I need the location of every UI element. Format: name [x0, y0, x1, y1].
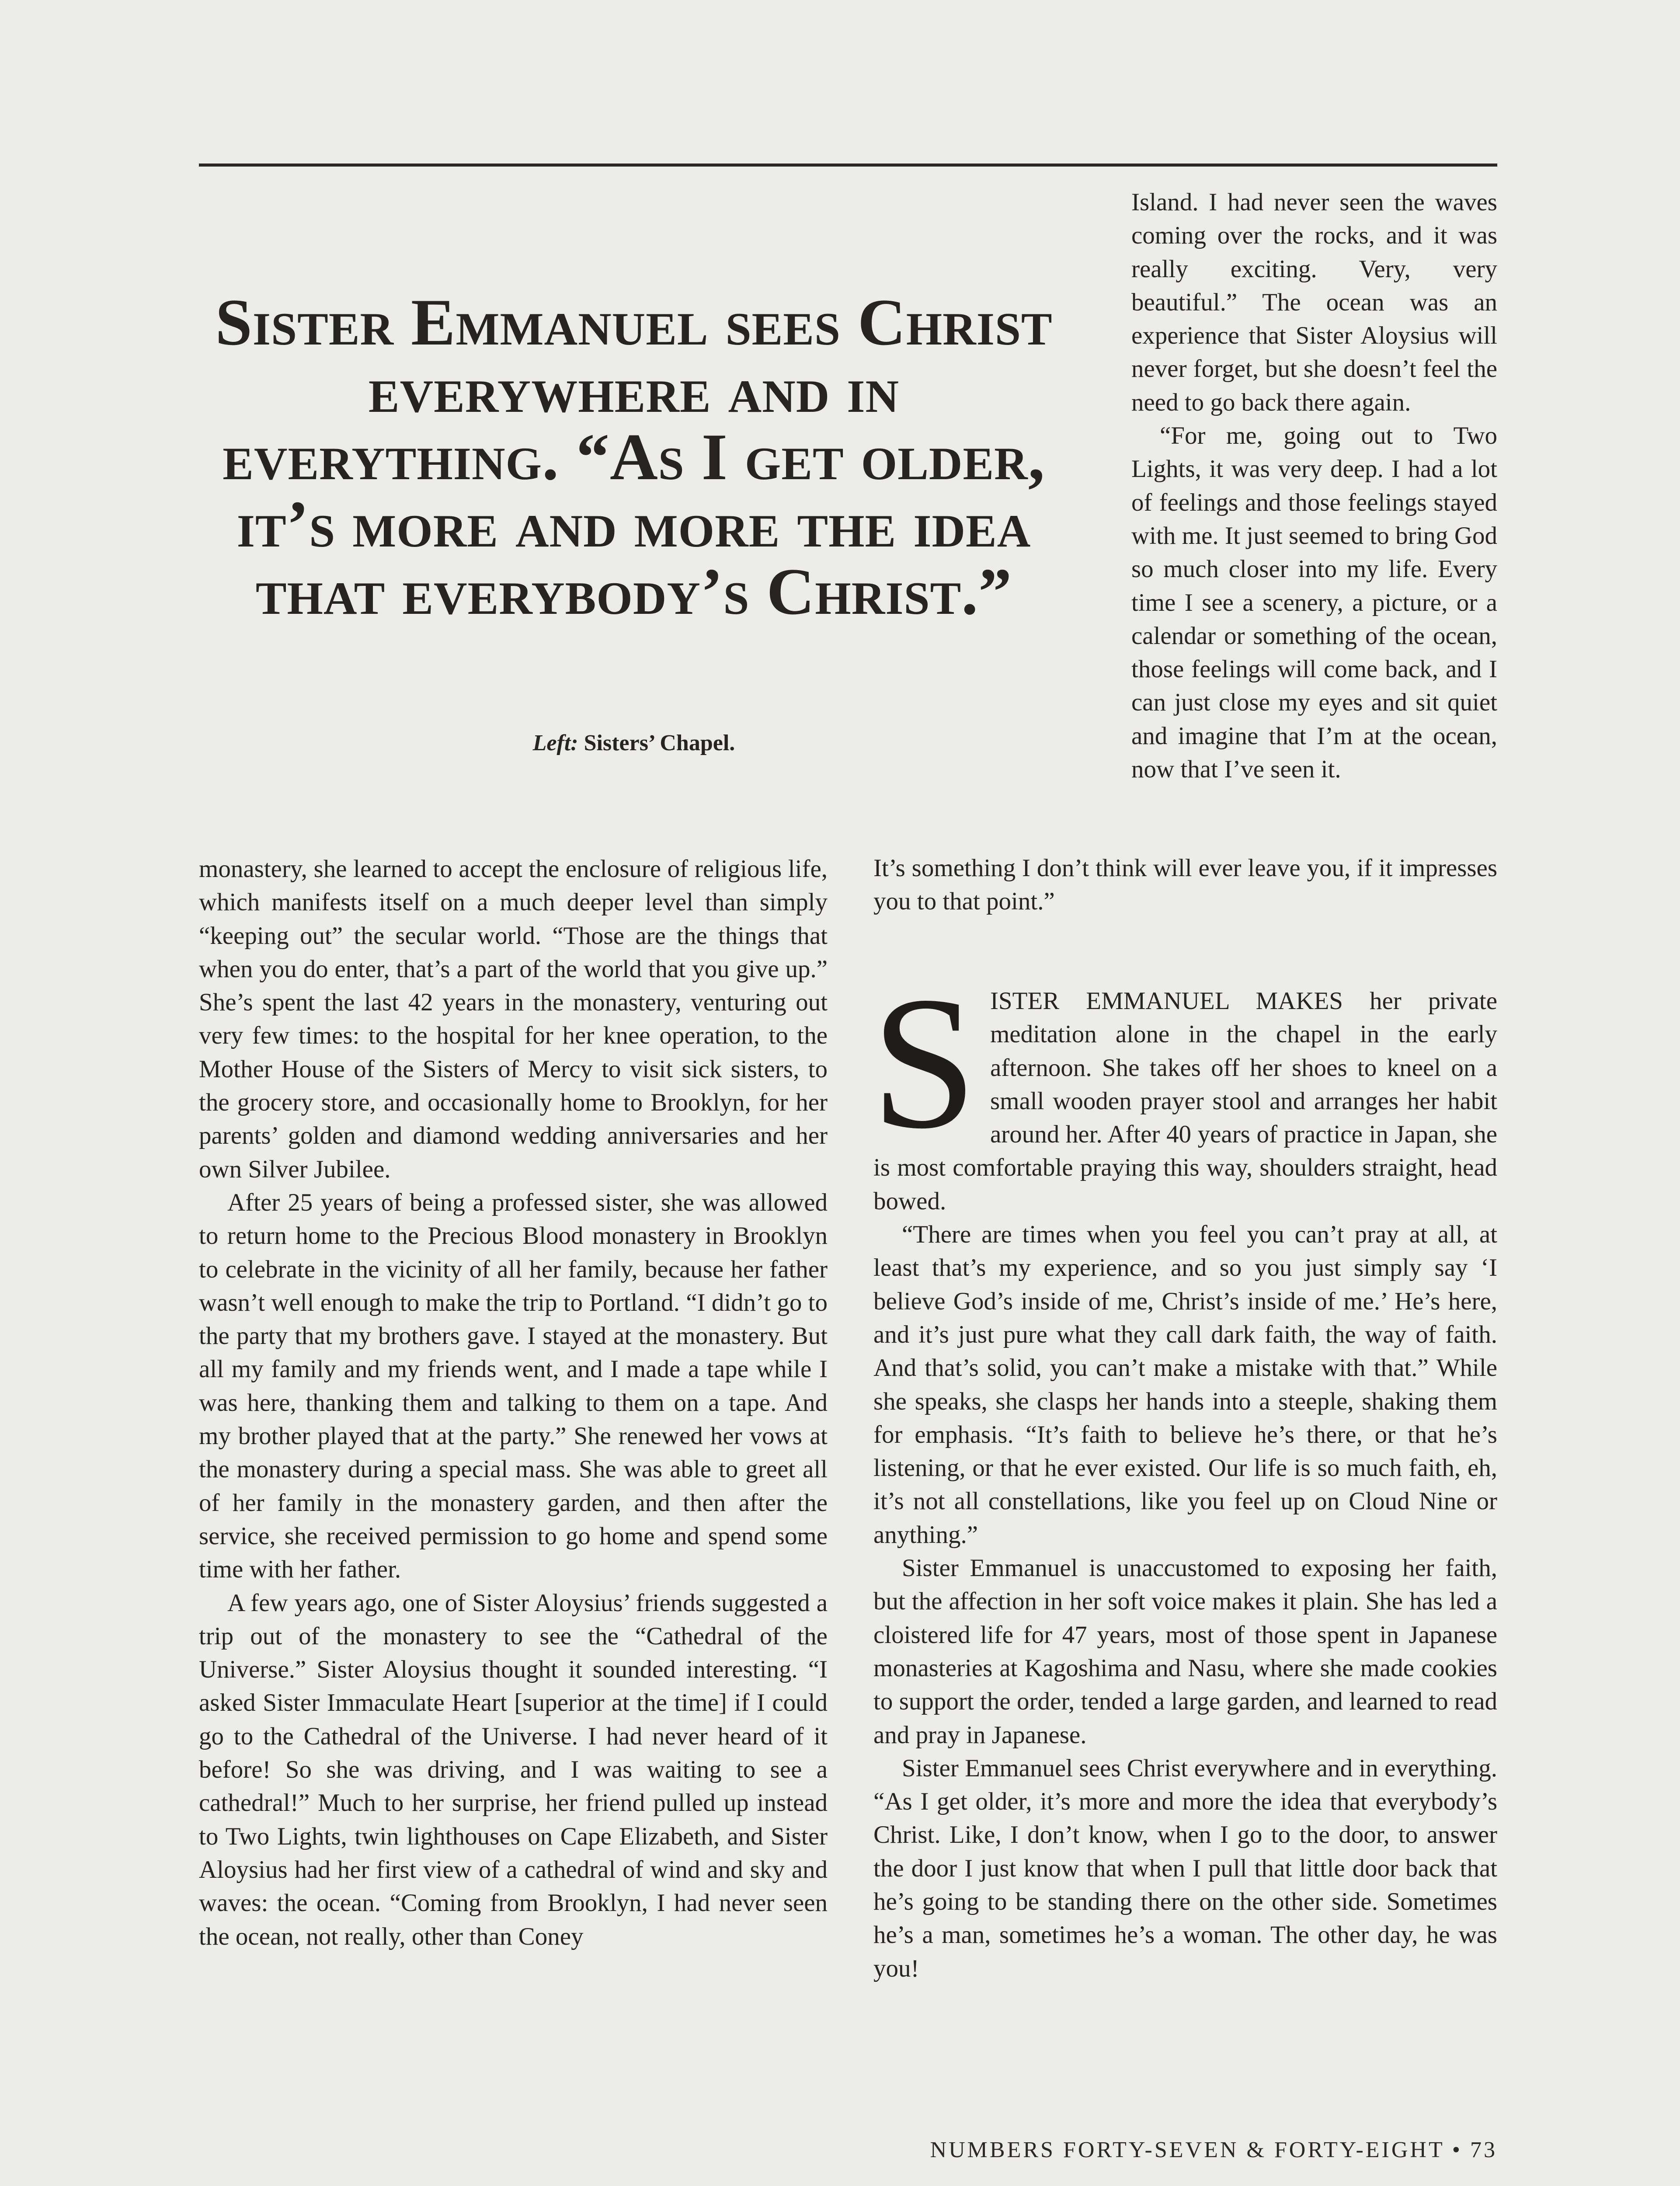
paragraph: “There are times when you feel you can’t pray at all, at least that’s my experience, and so you just simply say ‘I believe God’s inside of me, Christ’s inside of me.’ He’s here, and it’s just pure what they call dark faith, the way of faith. And that’s solid, you can’t make a mistake with that.” While she speaks, she clasps her hands into a steeple, shaking them for emphasis. “It’s faith to believe he’s there, or that he’s listening, or that he ever existed. Our life is so much faith, eh, it’s not all constellations, like you feel up on Cloud Nine or anything.” — [873, 1221, 1497, 1549]
pull-quote: Sister Emmanuel sees Christ everywhere and in everything. “As I get older, it’s more and more the idea that everybody’s Christ.” — [215, 285, 1053, 628]
paragraph: Sister Emmanuel is unaccustomed to exposing her faith, but the affection in her soft voice makes it plain. She has led a cloistered life for 47 years, most of those spent in Japanese monasteries at Kagoshima and Nasu, where she made cookies to support the order, tended a large garden, and learned to read and pray in Japanese. — [873, 1554, 1497, 1749]
paragraph: Island. I had never seen the waves coming over the rocks, and it was really exciting. Very, very beautiful.” The ocean was an experience that Sister Aloysius will never forget, but she doesn’t feel the need to go back there again. — [1131, 188, 1497, 416]
opening-text: her private meditation alone in the chapel in the early afternoon. She takes off her shoes to kneel on a small wooden prayer stool and arranges her habit around her. After 40 years of practice in Japan, she is most comfortable praying this way, shoulders straight, head bowed. — [873, 987, 1497, 1215]
right-column-section — [871, 957, 1497, 1985]
paragraph: It’s something I don’t think will ever leave you, if it impresses you to that point.” — [873, 854, 1497, 915]
photo-caption — [199, 730, 1069, 756]
left-column — [199, 853, 828, 1953]
paragraph: Sister Emmanuel sees Christ everywhere and in everything. “As I get older, it’s more and more the idea that everybody’s Christ. Like, I don’t know, when I go to the door, to answer the door I just know that when I pull that little door back that he’s going to be standing there on the other side. Sometimes he’s a man, sometimes he’s a woman. The other day, he was you! — [873, 1754, 1497, 1982]
page-footer: NUMBERS FORTY-SEVEN & FORTY-EIGHT • 73 — [930, 2137, 1497, 2162]
paragraph: After 25 years of being a professed sister, she was allowed to return home to the Precious Blood monastery in Brooklyn to celebrate in the vicinity of all her family, because her father wasn’t well enough to make the trip to Portland. “I didn’t go to the party that my brothers gave. I stayed at the monastery. But all my family and my friends went, and I made a tape while I was here, thanking them and talking to them on a tape. And my brother played that at the party.” She renewed her vows at the monastery during a special mass. She was able to greet all of her family in the monastery garden, and then after the service, she received permission to go home and spend some time with her father. — [199, 1188, 828, 1584]
section-opening-paragraph — [871, 957, 1497, 1218]
paragraph: monastery, she learned to accept the enclosure of religious life, which manifests itself on a much deeper level than simply “keeping out” the secular world. “Those are the things that when you do enter, that’s a part of the world that you give up.” She’s spent the last 42 years in the monastery, venturing out very few times: to the hospital for her knee operation, to the Mother House of the Sisters of Mercy to visit sick sisters, to the grocery store, and occasionally home to Brooklyn, for her parents’ golden and diamond wedding anniversaries and her own Silver Jubilee. — [199, 855, 828, 1183]
caption-text: Sisters’ Chapel. — [578, 731, 735, 755]
caption-lead: Left: — [532, 731, 578, 755]
paragraph: A few years ago, one of Sister Aloysius’ friends suggested a trip out of the monastery to see the “Cathedral of the Universe.” Sister Aloysius thought it sounded interesting. “I asked Sister Immaculate Heart [superior at the time] if I could go to the Cathedral of the Universe. I had never heard of it before! So she was driving, and I was waiting to see a cathedral!” Much to her surprise, her friend pulled up instead to Two Lights, twin lighthouses on Cape Elizabeth, and Sister Aloysius had her first view of a cathedral of wind and sky and waves: the ocean. “Coming from Brooklyn, I had never seen the ocean, not really, other than Coney — [199, 1589, 828, 1950]
lead-caps: ISTER EMMANUEL MAKES — [990, 987, 1343, 1015]
drop-cap: S — [871, 957, 977, 1168]
top-right-column — [1131, 186, 1497, 786]
paragraph: “For me, going out to Two Lights, it was very deep. I had a lot of feelings and those feelings stayed with me. It just seemed to bring God so much closer into my life. Every time I see a scenery, a picture, or a calendar or something of the ocean, those feelings will come back, and I can just close my eyes and sit quiet and imagine that I’m at the ocean, now that I’ve seen it. — [1131, 422, 1497, 783]
right-column-continuation — [873, 852, 1497, 919]
top-rule — [199, 164, 1497, 167]
